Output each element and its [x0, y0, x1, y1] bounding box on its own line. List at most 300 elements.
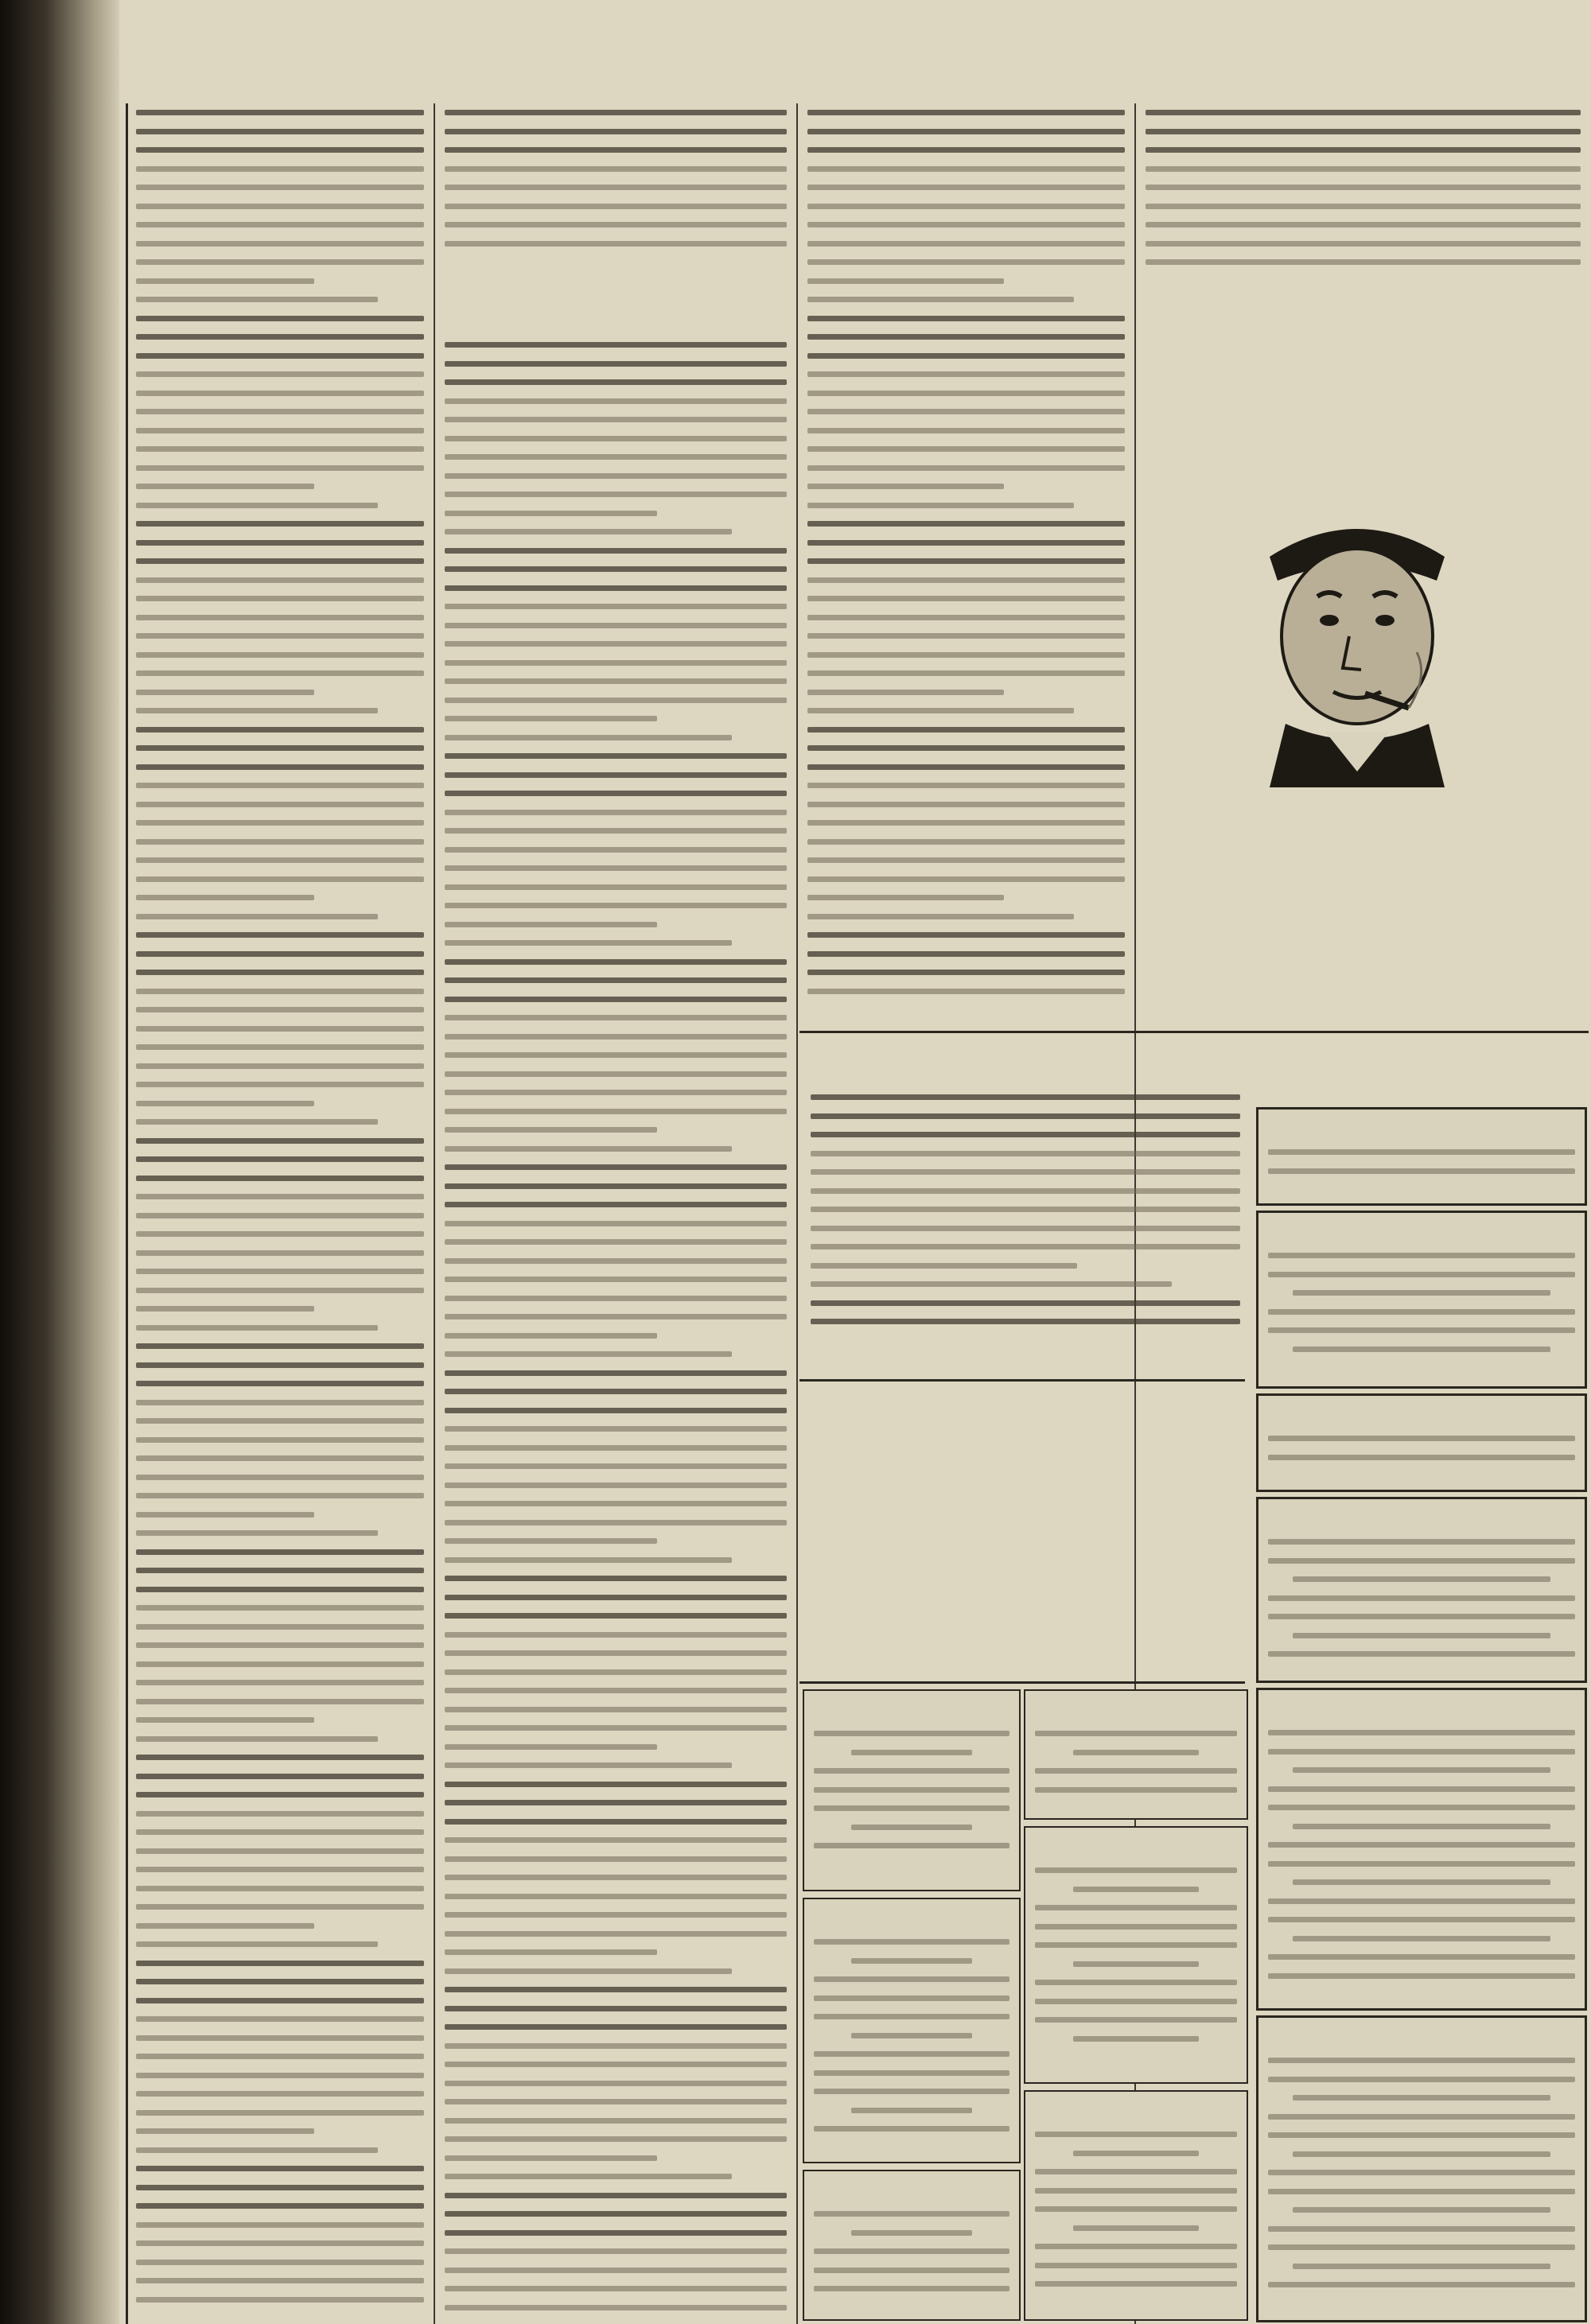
text-line-placeholder [445, 604, 787, 609]
text-line-placeholder [814, 2014, 1009, 2019]
text-line-placeholder [136, 783, 424, 788]
text-line-placeholder [445, 1912, 787, 1918]
text-line-placeholder [1268, 1805, 1575, 1810]
column-3 [799, 103, 1133, 1028]
ad-text-lines [814, 1939, 1009, 2145]
text-line-placeholder [445, 529, 732, 534]
text-line-placeholder [1073, 2225, 1198, 2231]
text-line-placeholder [136, 1306, 314, 1312]
text-line-placeholder [445, 940, 732, 946]
text-line-placeholder [1146, 204, 1581, 209]
text-line-placeholder [807, 820, 1125, 826]
text-line-placeholder [445, 1894, 787, 1899]
text-line-placeholder [1035, 2206, 1237, 2212]
text-line-placeholder [1268, 2077, 1575, 2082]
text-line-placeholder [445, 241, 787, 247]
text-line-placeholder [445, 492, 787, 497]
text-line-placeholder [1146, 259, 1581, 265]
text-line-placeholder [136, 129, 424, 134]
text-line-placeholder [1035, 1867, 1237, 1873]
text-line-placeholder [445, 147, 787, 153]
text-line-placeholder [445, 342, 787, 348]
text-line-placeholder [807, 222, 1125, 227]
text-line-placeholder [1293, 1290, 1550, 1296]
text-line-placeholder [445, 361, 787, 367]
text-line-placeholder [136, 1736, 378, 1742]
text-line-placeholder [445, 753, 787, 759]
text-line-placeholder [445, 977, 787, 983]
text-line-placeholder [136, 1774, 424, 1779]
text-line-placeholder [807, 633, 1125, 639]
text-line-placeholder [136, 1063, 424, 1069]
text-line-placeholder [445, 1856, 787, 1862]
text-line-placeholder [445, 1351, 732, 1357]
text-line-placeholder [136, 1661, 424, 1667]
text-line-placeholder [445, 1557, 732, 1563]
text-line-placeholder [136, 670, 424, 676]
text-line-placeholder [445, 2043, 787, 2049]
text-line-placeholder [136, 1811, 424, 1817]
text-line-placeholder [807, 371, 1125, 377]
text-line-placeholder [445, 2024, 787, 2030]
text-line-placeholder [136, 1941, 378, 1947]
text-line-placeholder [136, 577, 424, 583]
text-line-placeholder [1293, 2151, 1550, 2157]
text-line-placeholder [811, 1263, 1077, 1269]
text-line-placeholder [445, 454, 787, 460]
column-2-text-lines [445, 342, 787, 2323]
text-line-placeholder [136, 970, 424, 975]
text-line-placeholder [136, 1549, 424, 1555]
text-line-placeholder [445, 166, 787, 172]
text-line-placeholder [807, 129, 1125, 134]
ad-text-lines [1268, 1149, 1575, 1187]
text-line-placeholder [136, 2073, 424, 2078]
text-line-placeholder [136, 914, 378, 919]
text-line-placeholder [1293, 1767, 1550, 1773]
text-line-placeholder [136, 1475, 424, 1480]
text-line-placeholder [445, 204, 787, 209]
text-line-placeholder [136, 521, 424, 527]
text-line-placeholder [807, 670, 1125, 676]
text-line-placeholder [445, 2062, 787, 2067]
coke-fuel-ad [803, 1385, 1245, 1576]
text-line-placeholder [445, 1408, 787, 1413]
section-divider [799, 1379, 1245, 1382]
text-line-placeholder [1035, 1999, 1237, 2004]
text-line-placeholder [1293, 1936, 1550, 1941]
text-line-placeholder [445, 1109, 787, 1114]
text-line-placeholder [136, 1119, 378, 1125]
text-line-placeholder [445, 417, 787, 422]
text-line-placeholder [811, 1094, 1240, 1100]
text-line-placeholder [136, 1138, 424, 1144]
text-line-placeholder [445, 1632, 787, 1638]
text-line-placeholder [445, 2118, 787, 2124]
text-line-placeholder [807, 932, 1125, 938]
notice-text-lines [811, 1094, 1240, 1338]
ad-text-lines [1035, 2132, 1237, 2300]
column-4-text-lines [1146, 110, 1581, 278]
text-line-placeholder [445, 772, 787, 778]
text-line-placeholder [136, 1381, 424, 1386]
text-line-placeholder [445, 1483, 787, 1488]
text-line-placeholder [811, 1151, 1240, 1156]
text-line-placeholder [136, 652, 424, 658]
text-line-placeholder [445, 1258, 787, 1264]
text-line-placeholder [1268, 1149, 1575, 1155]
classified-ad [1256, 1107, 1587, 1206]
text-line-placeholder [1035, 1905, 1237, 1910]
text-line-placeholder [851, 1825, 973, 1830]
text-line-placeholder [445, 2155, 657, 2161]
text-line-placeholder [814, 1976, 1009, 1982]
column-rule [796, 103, 798, 2324]
text-line-placeholder [136, 259, 424, 265]
column-4 [1138, 103, 1589, 294]
text-line-placeholder [445, 436, 787, 441]
text-line-placeholder [1035, 1731, 1237, 1736]
text-line-placeholder [445, 1183, 787, 1189]
text-line-placeholder [445, 1034, 787, 1040]
text-line-placeholder [1035, 2263, 1237, 2268]
text-line-placeholder [445, 1015, 787, 1020]
text-line-placeholder [814, 2051, 1009, 2057]
text-line-placeholder [136, 1530, 378, 1536]
text-line-placeholder [136, 1699, 424, 1704]
text-line-placeholder [445, 1164, 787, 1170]
text-line-placeholder [445, 1389, 787, 1394]
text-line-placeholder [445, 1595, 787, 1600]
text-line-placeholder [1035, 1787, 1237, 1793]
text-line-placeholder [814, 1731, 1009, 1736]
text-line-placeholder [136, 1886, 424, 1891]
text-line-placeholder [807, 708, 1074, 713]
text-line-placeholder [814, 2268, 1009, 2273]
text-line-placeholder [811, 1226, 1240, 1231]
text-line-placeholder [807, 297, 1074, 302]
classified-ad [1024, 1826, 1248, 2084]
text-line-placeholder [807, 484, 1004, 489]
text-line-placeholder [851, 2230, 973, 2236]
text-line-placeholder [136, 932, 424, 938]
text-line-placeholder [445, 678, 787, 684]
text-line-placeholder [136, 1082, 424, 1087]
text-line-placeholder [136, 1792, 424, 1797]
text-line-placeholder [1073, 1961, 1198, 1967]
text-line-placeholder [445, 1650, 787, 1656]
text-line-placeholder [445, 997, 787, 1002]
text-line-placeholder [807, 876, 1125, 882]
text-line-placeholder [136, 1156, 424, 1162]
text-line-placeholder [811, 1132, 1240, 1137]
text-line-placeholder [1268, 2244, 1575, 2250]
text-line-placeholder [136, 1418, 424, 1424]
text-line-placeholder [445, 566, 787, 572]
text-line-placeholder [1268, 2114, 1575, 2120]
text-line-placeholder [807, 185, 1125, 190]
text-line-placeholder [1268, 1595, 1575, 1601]
classified-ad [1256, 1497, 1587, 1683]
text-line-placeholder [807, 391, 1125, 396]
text-line-placeholder [814, 1939, 1009, 1945]
ad-text-lines [1268, 2058, 1575, 2301]
text-line-placeholder [445, 1837, 787, 1843]
text-line-placeholder [445, 2193, 787, 2198]
text-line-placeholder [136, 465, 424, 471]
text-line-placeholder [807, 652, 1125, 658]
text-line-placeholder [1035, 1942, 1237, 1948]
classified-ad [803, 1689, 1021, 1891]
text-line-placeholder [1293, 1824, 1550, 1829]
text-line-placeholder [1035, 1924, 1237, 1930]
text-line-placeholder [1293, 2264, 1550, 2269]
text-line-placeholder [136, 1044, 424, 1050]
text-line-placeholder [136, 1568, 424, 1573]
sailor-cigarette-ad [1162, 437, 1560, 1090]
text-line-placeholder [807, 147, 1125, 153]
text-line-placeholder [1268, 1842, 1575, 1848]
classified-ad [1024, 1689, 1248, 1820]
text-line-placeholder [807, 783, 1125, 788]
text-line-placeholder [136, 989, 424, 994]
text-line-placeholder [136, 484, 314, 489]
text-line-placeholder [445, 1782, 787, 1787]
text-line-placeholder [807, 951, 1125, 957]
text-line-placeholder [136, 839, 424, 845]
text-line-placeholder [1268, 1749, 1575, 1755]
text-line-placeholder [445, 548, 787, 554]
text-line-placeholder [136, 316, 424, 321]
text-line-placeholder [1268, 1917, 1575, 1922]
text-line-placeholder [1268, 1436, 1575, 1441]
text-line-placeholder [136, 558, 424, 564]
text-line-placeholder [1146, 110, 1581, 115]
text-line-placeholder [136, 708, 378, 713]
text-line-placeholder [136, 2240, 424, 2246]
official-notice [803, 1039, 1248, 1373]
text-line-placeholder [445, 698, 787, 703]
text-line-placeholder [807, 970, 1125, 975]
column-rule [434, 103, 435, 2324]
ad-text-lines [814, 2211, 1009, 2305]
text-line-placeholder [1268, 2189, 1575, 2194]
text-line-placeholder [811, 1207, 1240, 1212]
text-line-placeholder [136, 1680, 424, 1685]
text-line-placeholder [136, 802, 424, 807]
text-line-placeholder [136, 596, 424, 601]
text-line-placeholder [807, 690, 1004, 695]
text-line-placeholder [807, 204, 1125, 209]
text-line-placeholder [136, 222, 424, 227]
text-line-placeholder [1268, 1272, 1575, 1277]
text-line-placeholder [1268, 1539, 1575, 1545]
text-line-placeholder [445, 1949, 657, 1955]
text-line-placeholder [445, 1314, 787, 1319]
text-line-placeholder [445, 511, 657, 516]
text-line-placeholder [814, 1843, 1009, 1848]
text-line-placeholder [807, 334, 1125, 340]
text-line-placeholder [136, 503, 378, 508]
text-line-placeholder [136, 185, 424, 190]
text-line-placeholder [136, 690, 314, 695]
text-line-placeholder [136, 1979, 424, 1984]
text-line-placeholder [445, 1463, 787, 1469]
text-line-placeholder [136, 2091, 424, 2097]
text-line-placeholder [1035, 2188, 1237, 2194]
text-line-placeholder [136, 745, 424, 751]
text-line-placeholder [814, 2089, 1009, 2094]
text-line-placeholder [445, 222, 787, 227]
text-line-placeholder [136, 409, 424, 414]
text-line-placeholder [445, 2081, 787, 2086]
text-line-placeholder [136, 1176, 424, 1181]
text-line-placeholder [445, 379, 787, 385]
text-line-placeholder [136, 1512, 314, 1518]
text-line-placeholder [445, 1744, 657, 1750]
text-line-placeholder [136, 2203, 424, 2209]
text-line-placeholder [814, 1996, 1009, 2001]
text-line-placeholder [807, 316, 1125, 321]
ad-text-lines [1268, 1436, 1575, 1473]
text-line-placeholder [445, 865, 787, 871]
text-line-placeholder [1146, 166, 1581, 172]
text-line-placeholder [807, 802, 1125, 807]
classified-ad [803, 2170, 1021, 2321]
text-line-placeholder [811, 1319, 1240, 1324]
text-line-placeholder [136, 2110, 424, 2116]
ad-text-lines [1268, 1539, 1575, 1670]
text-line-placeholder [807, 839, 1125, 845]
text-line-placeholder [136, 2222, 424, 2228]
text-line-placeholder [136, 147, 424, 153]
text-line-placeholder [445, 1426, 787, 1432]
classified-ad [1256, 2015, 1587, 2322]
text-line-placeholder [807, 409, 1125, 414]
text-line-placeholder [136, 1269, 424, 1274]
text-line-placeholder [1073, 1750, 1198, 1755]
text-line-placeholder [136, 1848, 424, 1854]
text-line-placeholder [445, 398, 787, 404]
text-line-placeholder [445, 1445, 787, 1451]
column-1-text-lines [136, 110, 424, 2315]
text-line-placeholder [136, 2147, 378, 2153]
text-line-placeholder [136, 857, 424, 863]
text-line-placeholder [445, 1333, 657, 1339]
text-line-placeholder [445, 1576, 787, 1581]
text-line-placeholder [811, 1300, 1240, 1306]
text-line-placeholder [445, 1296, 787, 1301]
text-line-placeholder [136, 820, 424, 826]
text-line-placeholder [445, 903, 787, 908]
text-line-placeholder [136, 428, 424, 433]
text-line-placeholder [136, 540, 424, 546]
text-line-placeholder [136, 1998, 424, 2003]
text-line-placeholder [445, 2006, 787, 2011]
text-line-placeholder [807, 259, 1125, 265]
text-line-placeholder [445, 110, 787, 115]
text-line-placeholder [445, 1707, 787, 1712]
text-line-placeholder [814, 1787, 1009, 1793]
text-line-placeholder [1268, 1558, 1575, 1564]
text-line-placeholder [136, 1717, 314, 1723]
text-line-placeholder [445, 129, 787, 134]
text-line-placeholder [445, 2174, 732, 2179]
text-line-placeholder [814, 2211, 1009, 2217]
text-line-placeholder [1146, 241, 1581, 247]
text-line-placeholder [136, 241, 424, 247]
text-line-placeholder [445, 1146, 732, 1152]
text-line-placeholder [807, 521, 1125, 527]
classified-ad [1024, 2090, 1248, 2321]
text-line-placeholder [445, 1239, 787, 1245]
page-frame [126, 103, 1589, 2324]
text-line-placeholder [851, 1750, 973, 1755]
text-line-placeholder [1146, 222, 1581, 227]
text-line-placeholder [136, 1867, 424, 1872]
text-line-placeholder [1268, 1309, 1575, 1315]
text-line-placeholder [811, 1169, 1240, 1175]
text-line-placeholder [807, 895, 1004, 900]
text-line-placeholder [1268, 2058, 1575, 2063]
text-line-placeholder [136, 895, 314, 900]
text-line-placeholder [807, 428, 1125, 433]
text-line-placeholder [445, 185, 787, 190]
text-line-placeholder [1035, 2281, 1237, 2287]
text-line-placeholder [1293, 1879, 1550, 1885]
text-line-placeholder [445, 1221, 787, 1226]
text-line-placeholder [1146, 185, 1581, 190]
text-line-placeholder [136, 1194, 424, 1199]
text-line-placeholder [445, 2286, 787, 2291]
text-line-placeholder [136, 1755, 424, 1760]
text-line-placeholder [136, 1587, 424, 1592]
text-line-placeholder [136, 2185, 424, 2190]
text-line-placeholder [136, 633, 424, 639]
text-line-placeholder [1268, 1651, 1575, 1657]
text-line-placeholder [1035, 2017, 1237, 2023]
text-line-placeholder [1268, 2282, 1575, 2287]
text-line-placeholder [445, 1688, 787, 1693]
text-line-placeholder [136, 353, 424, 359]
text-line-placeholder [811, 1281, 1172, 1287]
text-line-placeholder [445, 641, 787, 647]
text-line-placeholder [445, 791, 787, 796]
text-line-placeholder [445, 847, 787, 853]
text-line-placeholder [807, 745, 1125, 751]
text-line-placeholder [1268, 1455, 1575, 1460]
text-line-placeholder [445, 1071, 787, 1077]
text-line-placeholder [445, 1762, 732, 1768]
text-line-placeholder [1268, 1954, 1575, 1960]
text-line-placeholder [445, 716, 657, 721]
text-line-placeholder [807, 857, 1125, 863]
text-line-placeholder [445, 922, 657, 927]
text-line-placeholder [814, 2070, 1009, 2076]
text-line-placeholder [445, 828, 787, 834]
text-line-placeholder [1268, 2226, 1575, 2232]
text-line-placeholder [445, 1875, 787, 1880]
text-line-placeholder [136, 1007, 424, 1012]
text-line-placeholder [445, 2099, 787, 2104]
text-line-placeholder [445, 2230, 787, 2236]
text-line-placeholder [445, 2248, 787, 2254]
text-line-placeholder [807, 241, 1125, 247]
text-line-placeholder [136, 1250, 424, 1256]
classified-ad [1256, 1688, 1587, 2011]
text-line-placeholder [136, 1437, 424, 1443]
text-line-placeholder [136, 1343, 424, 1349]
